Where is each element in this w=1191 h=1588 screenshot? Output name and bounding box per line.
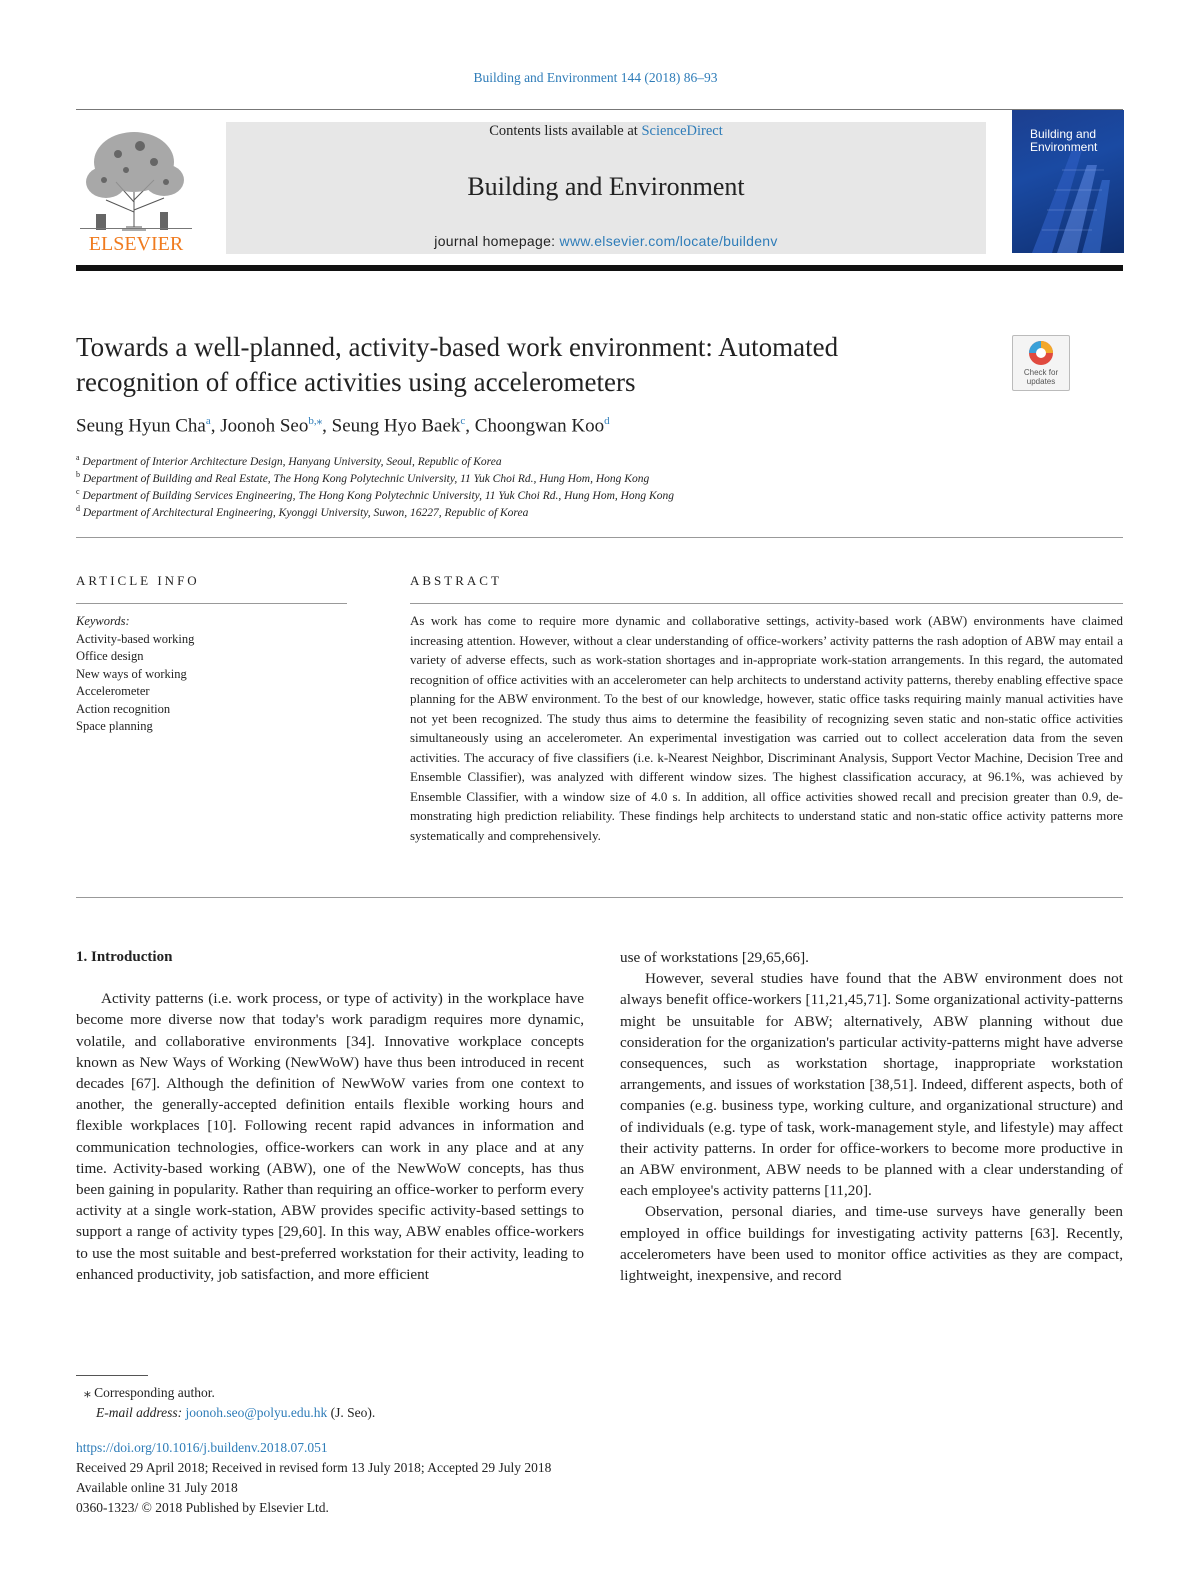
top-rule [76, 109, 1123, 110]
journal-title: Building and Environment [467, 172, 745, 201]
author-separator: , [465, 415, 475, 437]
article-info-heading: ARTICLE INFO [76, 573, 200, 588]
abstract-rule [410, 603, 1123, 604]
keywords-label: Keywords: [76, 614, 130, 628]
author-name: Choongwan Koo [474, 415, 605, 437]
abstract-heading: ABSTRACT [410, 573, 502, 588]
contents-prefix: Contents lists available at [489, 123, 642, 139]
affiliation-text: Department of Building and Real Estate, The Hong Kong Polytechnic University, 11 Yuk Choi Rd., Hung Hom, Hong Kong [82, 472, 650, 485]
publication-info [76, 1438, 551, 1518]
author-name: Seung Hyo Baek [331, 415, 461, 437]
sciencedirect-link[interactable]: ScienceDirect [641, 123, 723, 139]
keyword: Space planning [76, 719, 153, 733]
author-separator: , [322, 415, 332, 437]
available-online: Available online 31 July 2018 [76, 1480, 238, 1495]
contents-line [226, 123, 986, 140]
abstract-bottom-rule [76, 897, 1123, 898]
article-info-rule [76, 603, 347, 604]
cover-title-line2: Environment [1030, 140, 1098, 154]
keyword: Action recognition [76, 701, 171, 716]
body-paragraph: use of workstations [29,65,66]. [620, 949, 809, 966]
author-list [76, 414, 610, 437]
crossmark-icon [1013, 336, 1069, 390]
body-paragraph: Observation, personal diaries, and time-use surveys have generally been employed in office buildings for investigating activity patterns [63]. Recently, accelerometers have been used to monitor office activities as they are compact, lightweight, inexpensive, and record [620, 1203, 1123, 1285]
body-paragraph: Activity patterns (i.e. work process, or type of activity) in the workplace have become more diverse now that today's work paradigm requires more dynamic, volatile, and collaborative environments [34]. Innovative workplace concepts known as New Ways of Working (NewWoW) have thus been introduced in recent decades [67]. Although the definition of NewWoW varies from one context to another, the generally-accepted definition entails flexible working hours and flexible workplaces [10]. Following recent rapid advances in information and communication technologies, office-workers can work in any place and at any time. Activity-based working (ABW), one of the NewWoW concepts, has thus been gaining in popularity. Rather than requiring an office-worker to perform every activity at a single work-station, ABW provides specific activity-based settings to support a range of activity types [29,60]. In this way, ABW enables office-workers to use the most suitable and best-preferred workstation for their activity, leading to enhanced productivity, job satisfaction, and more efficient [76, 990, 584, 1283]
corresponding-author-note: ⁎ Corresponding author. [84, 1385, 215, 1400]
footnote-rule [76, 1375, 148, 1376]
affiliation [76, 487, 674, 502]
footnotes [76, 1383, 375, 1423]
homepage-link[interactable]: www.elsevier.com/locate/buildenv [559, 233, 778, 249]
section-heading: 1. Introduction [76, 949, 173, 965]
article-title [76, 330, 956, 400]
elsevier-wordmark: ELSEVIER [88, 233, 184, 254]
body-column-left [76, 947, 584, 1285]
article-title-line2: recognition of office activities using accelerometers [76, 367, 636, 397]
abstract-text: As work has come to require more dynamic and collaborative settings, activity-based work (ABW) environments have claimed increasing attention. However, without a clear understanding of office-workers’ activity patterns the rash adoption of ABW may entail a variety of adverse effects, such as work-station shortages and in-appropriate work-station arrangements. In this regard, the automated recognition of office activities with an accelerometer can help architects to understand activity patterns, thereby enabling effective space planning for the ABW environment. To the best of our knowledge, however, static office tasks requiring mainly manual activities have not yet been recognized. The study thus aims to determine the feasibility of recognizing seven static and non-static office activities simultaneously using an accelerometer. An experimental investigation was carried out to collect acceleration data from the seven activities. The accuracy of five classifiers (i.e. k-Nearest Neighbor, Discriminant Analysis, Support Vector Machine, Decision Tree and Ensemble Classifier), was analyzed with different window sizes. The highest classification accuracy, at 96.1%, was achieved by Ensemble Classifier, with a window size of 4.0 s. In addition, all office activities showed recall and precision greater than 0.9, de-monstrating high prediction reliability. These findings help architects to understand static and non-static office activity patterns more systematically and comprehensively. [410, 613, 1123, 843]
author-affiliation-link[interactable]: d [604, 415, 610, 427]
homepage-prefix: journal homepage: [434, 233, 560, 249]
article-title-line1: Towards a well-planned, activity-based work environment: Automated [76, 332, 839, 362]
crossmark-text-1: Check for [1023, 368, 1059, 377]
author-name: Joonoh Seo [220, 415, 309, 437]
received-dates: Received 29 April 2018; Received in revised form 13 July 2018; Accepted 29 July 2018 [76, 1460, 552, 1475]
affiliation [76, 453, 502, 468]
email-line [76, 1403, 375, 1423]
keyword: New ways of working [76, 666, 187, 681]
author-affiliation-link[interactable]: c [460, 415, 466, 427]
affiliation [76, 504, 528, 519]
header-thick-rule [76, 265, 1123, 271]
elsevier-logo [76, 122, 196, 254]
author-affiliation-link[interactable]: a [205, 415, 211, 427]
affiliation-text: Department of Architectural Engineering, Kyonggi University, Suwon, 16227, Republic of Korea [82, 506, 529, 519]
body-column-right [620, 947, 1123, 1286]
affiliation-rule [76, 537, 1123, 538]
elsevier-tree-icon [76, 122, 196, 254]
email-link[interactable]: joonoh.seo@polyu.edu.hk [185, 1405, 328, 1420]
copyright-line: 0360-1323/ © 2018 Published by Elsevier Ltd. [76, 1500, 329, 1515]
affiliation-marker: a [76, 453, 80, 462]
author-separator: , [210, 415, 221, 437]
homepage-line [226, 233, 986, 249]
affiliation [76, 470, 649, 485]
keyword: Office design [76, 649, 144, 663]
body-paragraph: However, several studies have found that the ABW environment does not always benefit office-workers [11,21,45,71]. Some organizational activity-patterns might be unsuitable for ABW; alternatively, ABW planning without due consideration for the organization's particular activity-patterns might have adverse consequences, such as workstation shortage, inappropriate workstation arrangements, and issues of workstation [38,51]. Indeed, different aspects, both of companies (e.g. business type, working culture, and organizational structure) and of individuals (e.g. type of task, work-management style, and lifestyle) may affect their activity patterns. In order for office-workers to become more productive in an ABW environment, ABW needs to be planned with a clear understanding of each employee's activity patterns [11,20]. [620, 970, 1123, 1200]
keyword: Activity-based working [76, 631, 195, 646]
cover-title [1030, 128, 1097, 154]
affiliation-text: Department of Interior Architecture Design, Hanyang University, Seoul, Republic of Korea [82, 455, 502, 468]
author-name: Seung Hyun Cha [76, 415, 206, 437]
email-suffix: (J. Seo). [327, 1405, 376, 1420]
keywords-list [76, 613, 194, 736]
journal-citation-link[interactable]: Building and Environment 144 (2018) 86–93 [473, 70, 718, 85]
doi-link[interactable]: https://doi.org/10.1016/j.buildenv.2018.07.051 [76, 1440, 328, 1455]
email-label: E-mail address: [96, 1405, 186, 1420]
affiliation-marker: d [76, 504, 80, 513]
affiliation-marker: c [76, 487, 80, 496]
author-affiliation-link[interactable]: b,⁎ [308, 415, 323, 427]
affiliation-text: Department of Building Services Engineering, The Hong Kong Polytechnic University, 11 Yuk Choi Rd., Hung Hom, Hong Kong [82, 489, 674, 502]
affiliation-marker: b [76, 470, 80, 479]
crossmark-text-2: updates [1026, 377, 1056, 386]
cover-title-line1: Building and [1030, 127, 1097, 141]
keyword: Accelerometer [76, 684, 150, 698]
check-for-updates-button[interactable] [1012, 335, 1070, 391]
